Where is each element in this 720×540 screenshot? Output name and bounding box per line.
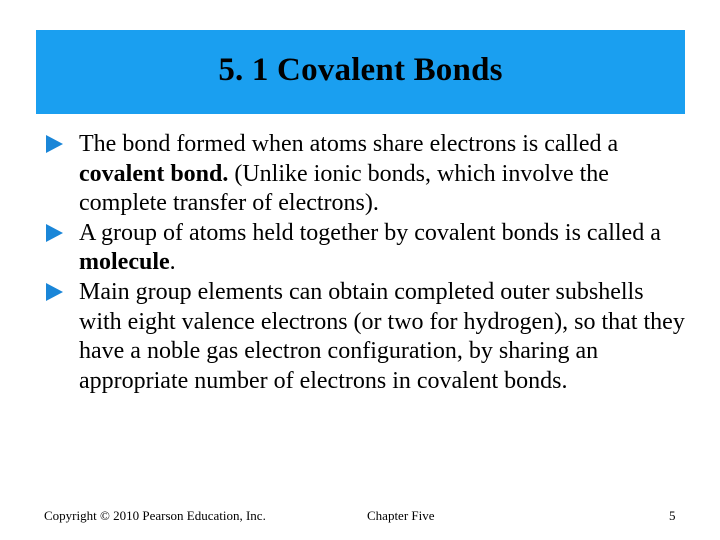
arrow-bullet-icon: [46, 224, 63, 242]
bullet-text: Main group elements can obtain completed outer subshells with eight valence electrons (or two for hydrogen), so that they have a noble gas electron configuration, by sharing an appropriate number of electrons in covalent bonds.: [79, 278, 685, 394]
title-bar: [36, 30, 685, 114]
bullet-list: [46, 130, 686, 396]
arrow-bullet-icon: [46, 283, 63, 301]
footer-copyright: Copyright © 2010 Pearson Education, Inc.: [44, 508, 266, 523]
bullet-term-covalent-bond: covalent bond.: [79, 160, 229, 187]
bullet-text: The bond formed when atoms share electrons is called a: [79, 131, 619, 157]
bullet-term-molecule: molecule: [79, 249, 170, 276]
bullet-item: [46, 219, 686, 278]
bullet-text: .: [169, 249, 176, 276]
footer-chapter: Chapter Five: [367, 508, 435, 523]
bullet-item: [46, 130, 686, 219]
bullet-item: [46, 278, 686, 396]
bullet-text: (Unlike ionic bonds, which involve the complete transfer of electrons).: [79, 160, 609, 217]
footer-page-number: 5: [669, 508, 676, 523]
bullet-text: A group of atoms held together by covalent bonds is called a: [79, 219, 661, 246]
slide-title: 5. 1 Covalent Bonds: [218, 51, 503, 88]
arrow-bullet-icon: [46, 135, 63, 153]
